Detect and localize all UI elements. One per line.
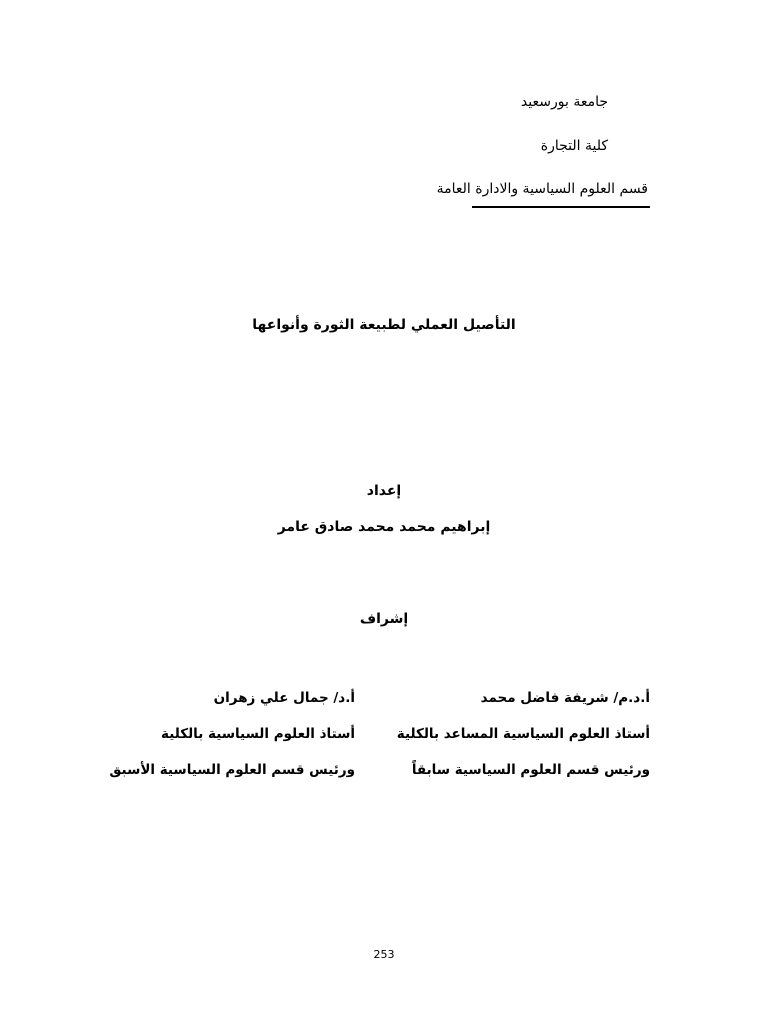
supervisor-role: ورئيس قسم العلوم السياسية الأسبق	[109, 762, 355, 778]
supervision-label: إشراف	[359, 611, 409, 627]
supervisor-block-second	[109, 680, 355, 788]
department-name: قسم العلوم السياسية والادارة العامة	[436, 181, 648, 197]
page-number: 253	[373, 948, 395, 961]
department-underline	[472, 206, 650, 208]
supervisor-name: أ.د.م/ شريفة فاضل محمد	[480, 690, 650, 706]
supervisor-role: ورئيس قسم العلوم السياسية سابقاً	[411, 762, 650, 778]
supervisor-position: أستاذ العلوم السياسية بالكلية	[161, 726, 355, 742]
college-name: كلية التجارة	[540, 138, 608, 154]
university-name: جامعة بورسعيد	[520, 94, 608, 110]
document-title: التأصيل العملي لطبيعة الثورة وأنواعها	[252, 317, 516, 333]
prepared-by-label: إعداد	[366, 483, 402, 499]
author-name: إبراهيم محمد محمد صادق عامر	[277, 519, 491, 535]
supervisor-name: أ.د/ جمال علي زهران	[213, 690, 355, 706]
supervisor-block-first	[390, 680, 650, 788]
supervisor-position: أستاذ العلوم السياسية المساعد بالكلية	[396, 726, 650, 742]
